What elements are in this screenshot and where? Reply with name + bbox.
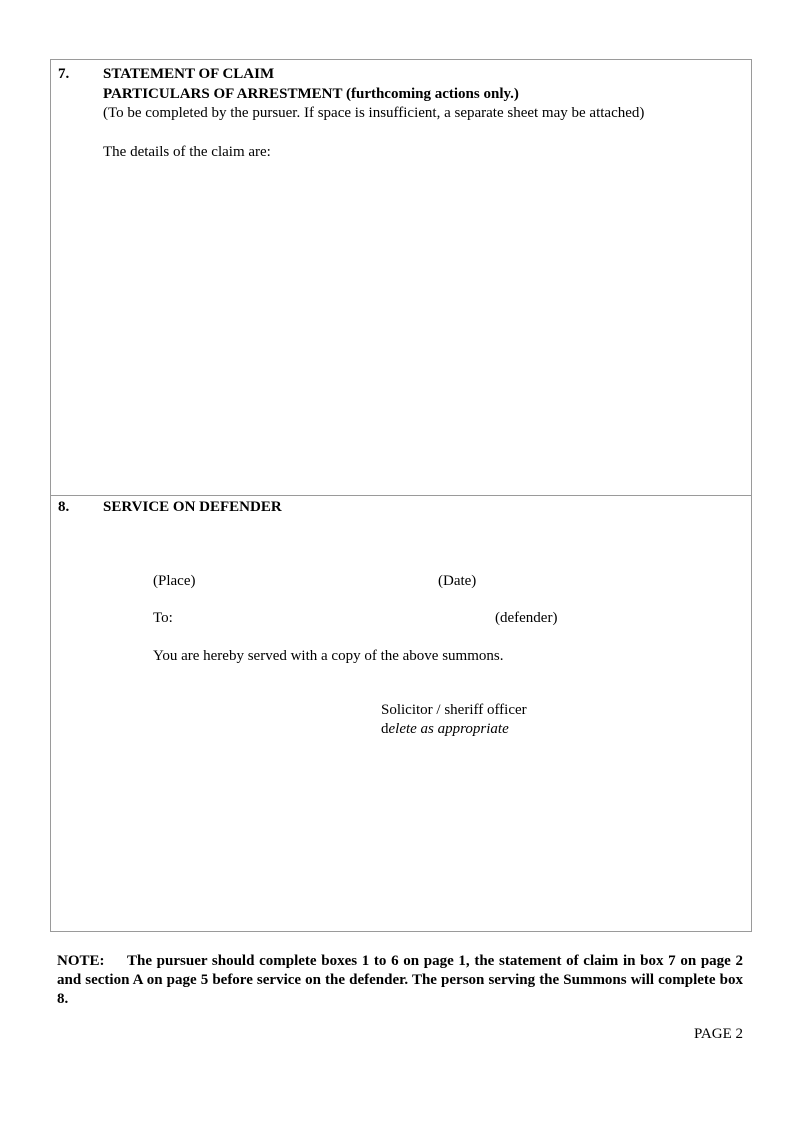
section-8-number: 8. [58,499,70,515]
section-7-subtitle: PARTICULARS OF ARRESTMENT (furthcoming actions only.) [103,86,519,102]
page-number: PAGE 2 [693,1026,743,1042]
to-label: To: [153,610,173,626]
delete-as-appropriate-note [381,720,509,739]
section-8-title: SERVICE ON DEFENDER [103,499,282,515]
date-label: (Date) [438,573,477,589]
delete-note-rest: elete as appropriate [388,721,509,737]
signatory-label: Solicitor / sheriff officer [381,702,527,718]
statement-of-claim-box [50,59,752,496]
section-7-number: 7. [58,66,70,82]
claim-details-area[interactable] [103,170,733,480]
service-on-defender-box [50,495,752,932]
place-label: (Place) [153,573,196,589]
note-text: The pursuer should complete boxes 1 to 6 on page 1, the statement of claim in box 7 on page 2 and section A on page 5 before service on the defender. The person serving the Summons will complete box 8. [57,953,743,1007]
completion-note [57,952,743,1009]
section-7-instruction: (To be completed by the pursuer. If space is insufficient, a separate sheet may be attached) [103,105,645,121]
defender-label: (defender) [495,610,558,626]
claim-details-label: The details of the claim are: [103,144,271,160]
note-label: NOTE: [57,953,105,969]
delete-note-first-letter: d [381,721,389,737]
served-statement: You are hereby served with a copy of the above summons. [153,648,504,664]
section-7-title: STATEMENT OF CLAIM [103,66,275,82]
